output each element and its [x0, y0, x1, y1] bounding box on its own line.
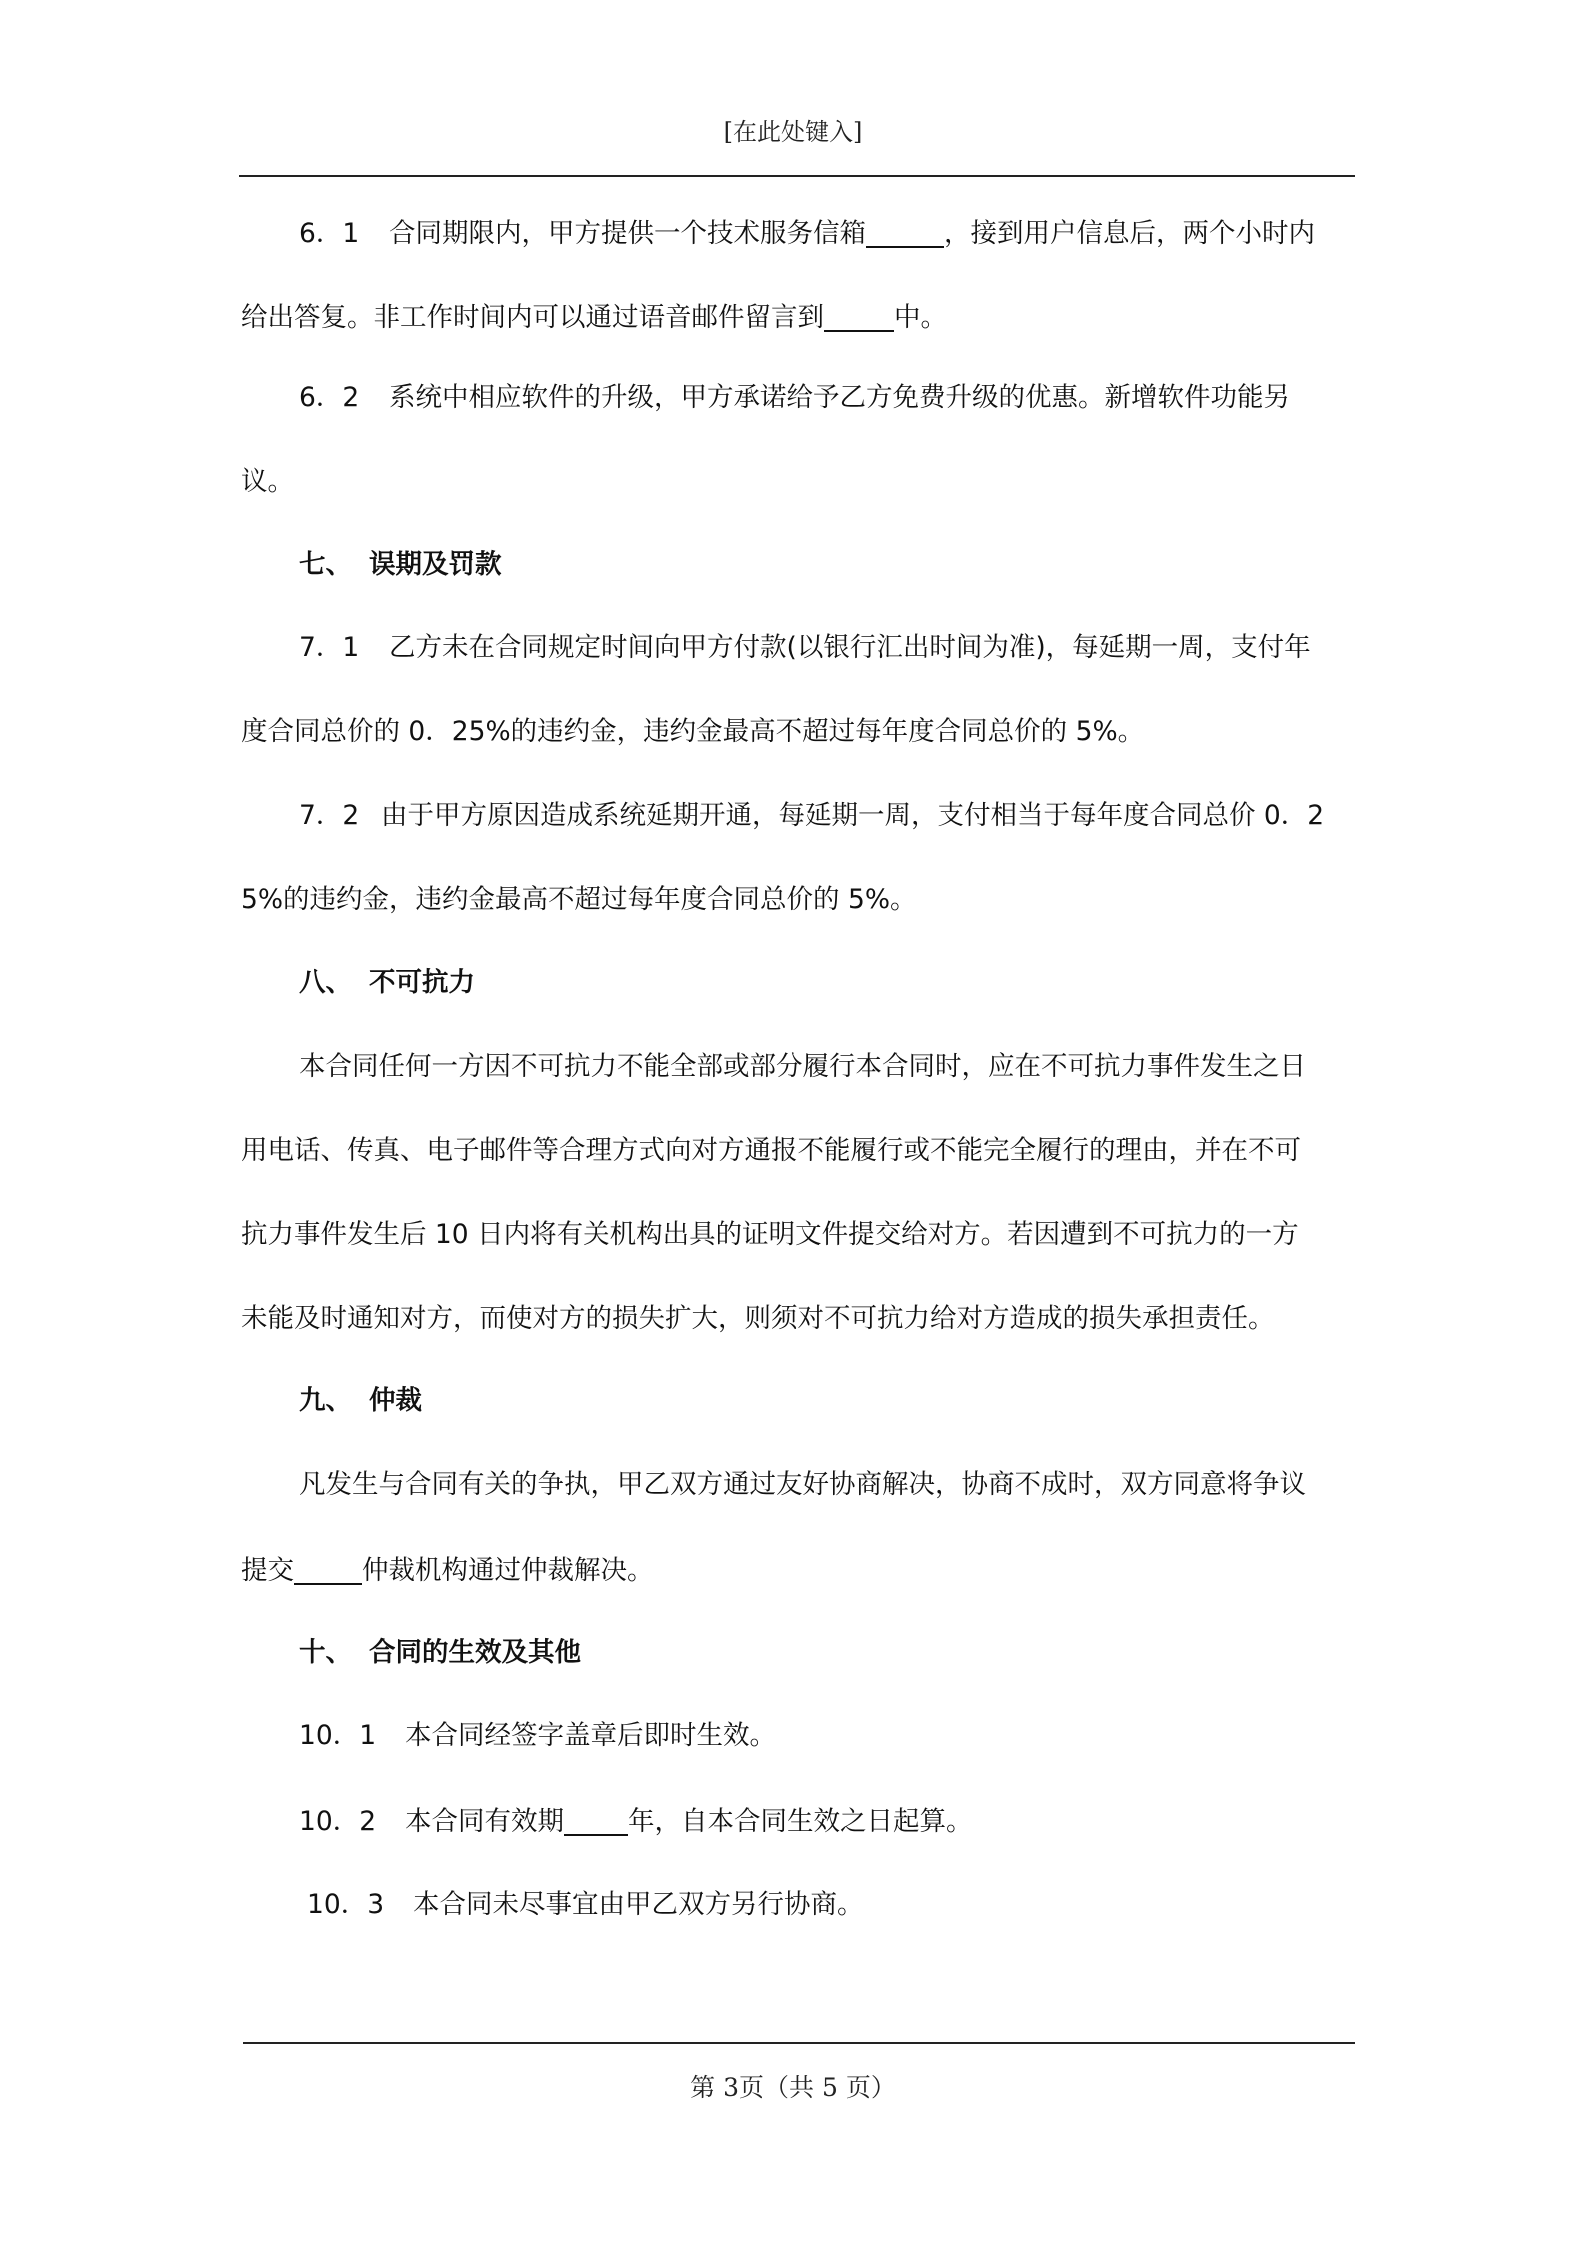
paragraph-text: 凡发生与合同有关的争执，甲乙双方通过友好协商解决，协商不成时，双方同意将争议: [299, 1469, 1306, 1500]
clause-text: 中。: [894, 302, 947, 333]
section-title: 误期及罚款: [369, 549, 502, 580]
clause-text: 本合同经签字盖章后即时生效。: [405, 1720, 776, 1751]
clause-text: 度合同总价的 0．25%的违约金，违约金最高不超过每年度合同总价的 5%。: [241, 716, 1145, 747]
clause-text: 系统中相应软件的升级，甲方承诺给予乙方免费升级的优惠。新增软件功能另: [389, 382, 1290, 413]
paragraph-text: 仲裁机构通过仲裁解决。: [362, 1555, 654, 1586]
section-7-heading: [241, 545, 1357, 585]
page-header: [在此处键入]: [723, 118, 863, 146]
clause-text: 合同期限内，甲方提供一个技术服务信箱: [389, 218, 866, 249]
blank-field: [294, 1553, 362, 1585]
section-title: 合同的生效及其他: [369, 1637, 581, 1668]
clause-10-1: [241, 1716, 1357, 1756]
paragraph-text: 本合同任何一方因不可抗力不能全部或部分履行本合同时，应在不可抗力事件发生之日: [299, 1051, 1306, 1082]
section-number: 七、: [299, 549, 352, 580]
clause-number: 6．2: [299, 382, 360, 413]
clause-6-1-line-1: [241, 214, 1357, 254]
header-rule: [239, 175, 1355, 177]
page-footer: 第 3页（共 5 页）: [690, 2073, 896, 2102]
clause-number: 7．1: [299, 632, 360, 663]
section-title: 不可抗力: [369, 967, 475, 998]
clause-7-1-line-1: [241, 628, 1357, 668]
section-number: 九、: [299, 1385, 352, 1416]
force-majeure-line-4: [241, 1299, 1357, 1339]
clause-7-1-line-2: [241, 712, 1357, 752]
clause-7-2-line-2: [241, 880, 1357, 920]
blank-field: [824, 300, 894, 332]
clause-text: 乙方未在合同规定时间向甲方付款(以银行汇出时间为准)，每延期一周，支付年: [389, 632, 1311, 663]
clause-number: 7．2: [299, 800, 360, 831]
blank-field: [866, 216, 944, 248]
clause-6-1-line-2: [241, 298, 1357, 338]
blank-field: [564, 1804, 628, 1836]
clause-text: 年，自本合同生效之日起算。: [628, 1806, 973, 1837]
clause-text: 本合同有效期: [405, 1806, 564, 1837]
force-majeure-line-2: [241, 1131, 1357, 1171]
clause-text: 给出答复。非工作时间内可以通过语音邮件留言到: [241, 302, 824, 333]
clause-number: 10．2: [299, 1806, 377, 1837]
clause-10-3: [241, 1885, 1357, 1925]
clause-text: 由于甲方原因造成系统延期开通，每延期一周，支付相当于每年度合同总价 0．2: [381, 800, 1325, 831]
arbitration-line-1: [241, 1465, 1357, 1505]
paragraph-text: 未能及时通知对方，而使对方的损失扩大，则须对不可抗力给对方造成的损失承担责任。: [241, 1303, 1275, 1334]
section-10-heading: [241, 1633, 1357, 1673]
clause-text: 5%的违约金，违约金最高不超过每年度合同总价的 5%。: [241, 884, 917, 915]
force-majeure-line-3: [241, 1215, 1357, 1255]
force-majeure-line-1: [241, 1047, 1357, 1087]
section-8-heading: [241, 963, 1357, 1003]
section-number: 十、: [299, 1637, 352, 1668]
arbitration-line-2: [241, 1551, 1357, 1591]
clause-number: 6．1: [299, 218, 360, 249]
clause-7-2-line-1: [241, 796, 1357, 836]
section-number: 八、: [299, 967, 352, 998]
section-title: 仲裁: [369, 1385, 422, 1416]
clause-6-2-line-1: [241, 378, 1357, 418]
clause-text: 本合同未尽事宜由甲乙双方另行协商。: [413, 1889, 864, 1920]
clause-number: 10．3: [307, 1889, 385, 1920]
clause-6-2-line-2: [241, 462, 1357, 502]
footer-rule: [243, 2042, 1355, 2044]
paragraph-text: 抗力事件发生后 10 日内将有关机构出具的证明文件提交给对方。若因遭到不可抗力的一方: [241, 1219, 1299, 1250]
section-9-heading: [241, 1381, 1357, 1421]
paragraph-text: 提交: [241, 1555, 294, 1586]
clause-number: 10．1: [299, 1720, 377, 1751]
clause-text: 议。: [241, 466, 294, 497]
paragraph-text: 用电话、传真、电子邮件等合理方式向对方通报不能履行或不能完全履行的理由，并在不可: [241, 1135, 1301, 1166]
clause-text: ，接到用户信息后，两个小时内: [944, 218, 1315, 249]
clause-10-2: [241, 1802, 1357, 1842]
